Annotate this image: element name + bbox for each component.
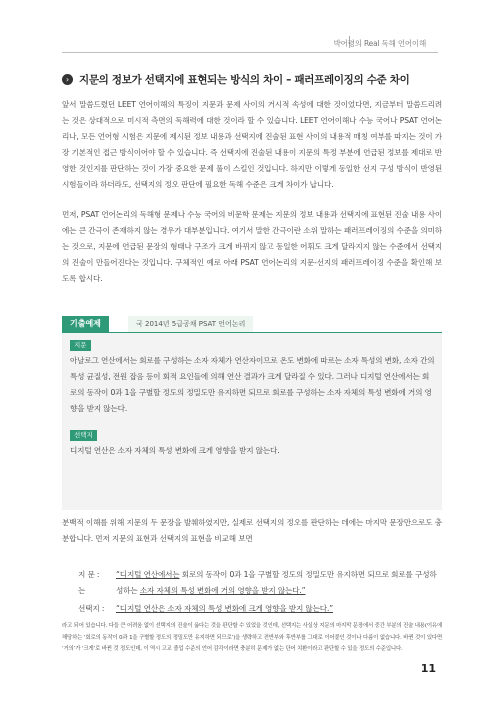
comparison-passage-label: 지 문 : xyxy=(78,570,100,579)
passage-tag: 지문 xyxy=(70,340,91,351)
exam-header xyxy=(62,316,442,333)
section-title: 지문의 정보가 선택지에 표현되는 방식의 차이 – 패러프레이징의 수준 차이 xyxy=(79,74,410,86)
running-head: 박어령의 Real 독해 언어이해 xyxy=(333,39,426,48)
chevron-right-icon: › xyxy=(62,74,73,85)
passage-quote-lead: 성하는 xyxy=(116,586,140,595)
page-number: 11 xyxy=(420,662,436,675)
analysis-intro: 분백적 이해를 위해 지문의 두 문장을 발췌하였지만, 실제로 선택지의 정오를 판단하는 데에는 마지막 문장만으로도 충분합니다. 먼저 지문의 표현과 선택지의 표현을 비교해 보면 xyxy=(62,518,442,543)
exam-label: 기출예제 xyxy=(62,316,109,332)
section-heading xyxy=(62,72,442,87)
exam-source: 국 2014년 5급공채 PSAT 언어논리 xyxy=(128,316,253,332)
paragraph-1: 앞서 말씀드렸던 LEET 언어이해의 특징이 지문과 문제 사이의 거시적 속성에 대한 것이었다면, 지금부터 말씀드리려는 것은 상대적으로 미시적 측면의 독해력에 대한 것이라 할 수 있습니다. LEET 언어이해나 수능 국어나 PSAT 언어논리나, 모든 언어형 시험은 지문에 제시된 정보 내용과 선택지에 진술된 표현 사이의 내용적 매칭 여부를 따지는 것이 가장 기본적인 접근 방식이어야 할 수 있습니다. 즉 선택지에 진술된 내용이 지문의 특정 부분에 언급된 정보를 제대로 반영한 것인지를 판단하는 것이 가장 중요한 문제 풀이 스킬인 것입니다. 하지만 이렇게 동일한 선지 구성 방식이 반영된 시험들이라 하더라도, 선택지의 정오 판단에 필요한 독해 수준은 크게 차이가 납니다. xyxy=(62,100,442,189)
choice-quote-underline: “디지털 연산은 소자 자체의 특성 변화에 크게 영향을 받지 않는다.” xyxy=(116,604,334,613)
passage-quote-middle: 회로의 동작이 0과 1을 구별할 정도의 정밀도만 유지하면 되므로 회로를 구성하는 xyxy=(78,570,437,595)
choice-tag: 선택지 xyxy=(70,430,97,441)
analysis-conclusion: 라고 되어 있습니다. 다들 큰 어려움 없이 선택지의 진술이 옳다는 것을 판단할 수 있었을 것인데, 선택지는 사실상 지문의 마지막 문장에서 중간 부분의 진술 내용(이유에 해당하는 ‘회로의 동작이 0과 1을 구별할 정도의 정밀도만 유지하면 되므로’)을 생략하고 전반부와 후반부를 그대로 이어붙인 것이나 다름이 없습니다. 바뀐 것이 있다면 ‘거의’가 ‘크게’로 바뀐 것 정도인데, 이 역시 고교 졸업 수준의 언어 감각이라면 충분히 문제가 없는 단어 치환이라고 판단할 수 있을 정도의 수준입니다. xyxy=(62,623,442,652)
passage-quote-start: “디지털 연산에서는 xyxy=(116,570,180,579)
exam-passage: 아날로그 연산에서는 회로를 구성하는 소자 자체가 연산자이므로 온도 변화에 따르는 소자 특성의 변화, 소자 간의 특성 균질성, 전원 잡음 등이 회적 요인들에 의해 연산 결과가 크게 달라질 수 있다. 그러나 디지털 연산에서는 회로의 동작이 0과 1을 구별할 정도의 정밀도만 유지하면 되므로 회로를 구성하는 소자 자체의 특성 변화에 거의 영향을 받지 않는다. xyxy=(70,356,435,413)
comparison-choice-label: 선택지 : xyxy=(78,604,105,613)
passage-quote-underline: 소자 자체의 특성 변화에 거의 영향을 받지 않는다.” xyxy=(139,586,306,595)
comparison-choice xyxy=(78,601,442,617)
exam-choice: 디지털 연산은 소자 자체의 특성 변화에 크게 영향을 받지 않는다. xyxy=(70,446,280,455)
comparison-passage-cont xyxy=(116,583,442,599)
header-rule xyxy=(62,52,438,53)
paragraph-2: 먼저, PSAT 언어논리의 독해형 문제나 수능 국어의 비문학 문제는 지문의 정보 내용과 선택지에 표현된 진술 내용 사이에는 큰 간극이 존재하지 않는 경우가 대부분입니다. 여기서 말한 간극이란 소위 말하는 패러프레이징의 수준을 의미하는 것으로, 지문에 언급된 문장의 형태나 구조가 크게 바뀌지 않고 동일한 어휘도 크게 달라지지 않는 수준에서 선택지의 진술이 만들어진다는 것입니다. 구체적인 예로 아래 PSAT 언어논리의 지문-선지의 패러프레이징 수준을 확인해 보도록 합시다. xyxy=(62,210,443,283)
